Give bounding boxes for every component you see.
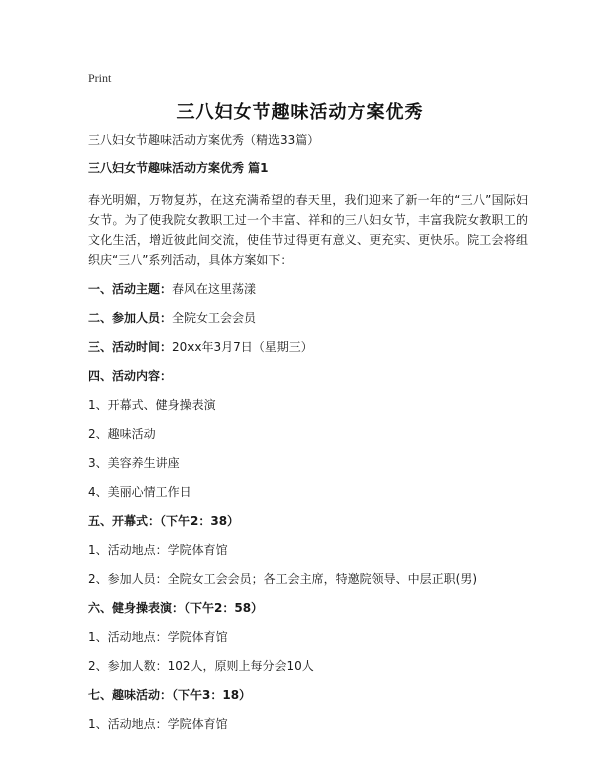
item-value: 2、参加人员：全院女工会会员；各工会主席，特邀院领导、中层正职(男) (88, 572, 478, 586)
item-value: 1、活动地点：学院体育馆 (88, 717, 228, 731)
item-label: 四、活动内容： (88, 369, 173, 383)
item-value: 20xx年3月7日（星期三） (172, 340, 313, 354)
list-item (88, 511, 528, 531)
item-value: 1、活动地点：学院体育馆 (88, 543, 228, 557)
item-label: 七、趣味活动：（下午3：18） (88, 688, 252, 702)
list-item (88, 395, 528, 415)
list-item (88, 627, 528, 647)
item-value: 1、活动地点：学院体育馆 (88, 630, 228, 644)
list-item (88, 279, 528, 299)
item-label: 三、活动时间： (88, 340, 173, 354)
item-label: 六、健身操表演：（下午2：58） (88, 601, 264, 615)
list-item (88, 685, 528, 705)
section-heading: 三八妇女节趣味活动方案优秀 篇1 (88, 161, 269, 175)
item-value: 春风在这里荡漾 (172, 282, 257, 296)
item-value: 4、美丽心情工作日 (88, 485, 192, 499)
item-value: 1、开幕式、健身操表演 (88, 398, 216, 412)
print-label: Print (88, 71, 112, 85)
document-body (88, 130, 528, 743)
list-item (88, 482, 528, 502)
item-label: 一、活动主题： (88, 282, 173, 296)
list-item (88, 598, 528, 618)
list-item (88, 453, 528, 473)
list-item (88, 366, 528, 386)
item-value: 3、美容养生讲座 (88, 456, 180, 470)
item-label: 五、开幕式：（下午2：38） (88, 514, 240, 528)
document-title: 三八妇女节趣味活动方案优秀 (176, 102, 424, 123)
item-value: 2、参加人数：102人，原则上每分会10人 (88, 659, 314, 673)
list-item (88, 337, 528, 357)
item-value: 2、趣味活动 (88, 427, 156, 441)
document-subtitle: 三八妇女节趣味活动方案优秀（精选33篇） (88, 133, 320, 147)
list-item (88, 569, 528, 589)
list-item (88, 540, 528, 560)
list-item (88, 308, 528, 328)
list-item (88, 656, 528, 676)
intro-paragraph: 春光明媚，万物复苏，在这充满希望的春天里，我们迎来了新一年的“三八”国际妇女节。为了使我院女教职工过一个丰富、祥和的三八妇女节，丰富我院女教职工的文化生活，增近彼此间交流，使佳节过得更有意义、更充实、更快乐。院工会将组织庆“三八”系列活动，具体方案如下： (88, 193, 528, 267)
list-item (88, 424, 528, 444)
list-item (88, 714, 528, 734)
item-label: 二、参加人员： (88, 311, 173, 325)
item-value: 全院女工会会员 (172, 311, 257, 325)
